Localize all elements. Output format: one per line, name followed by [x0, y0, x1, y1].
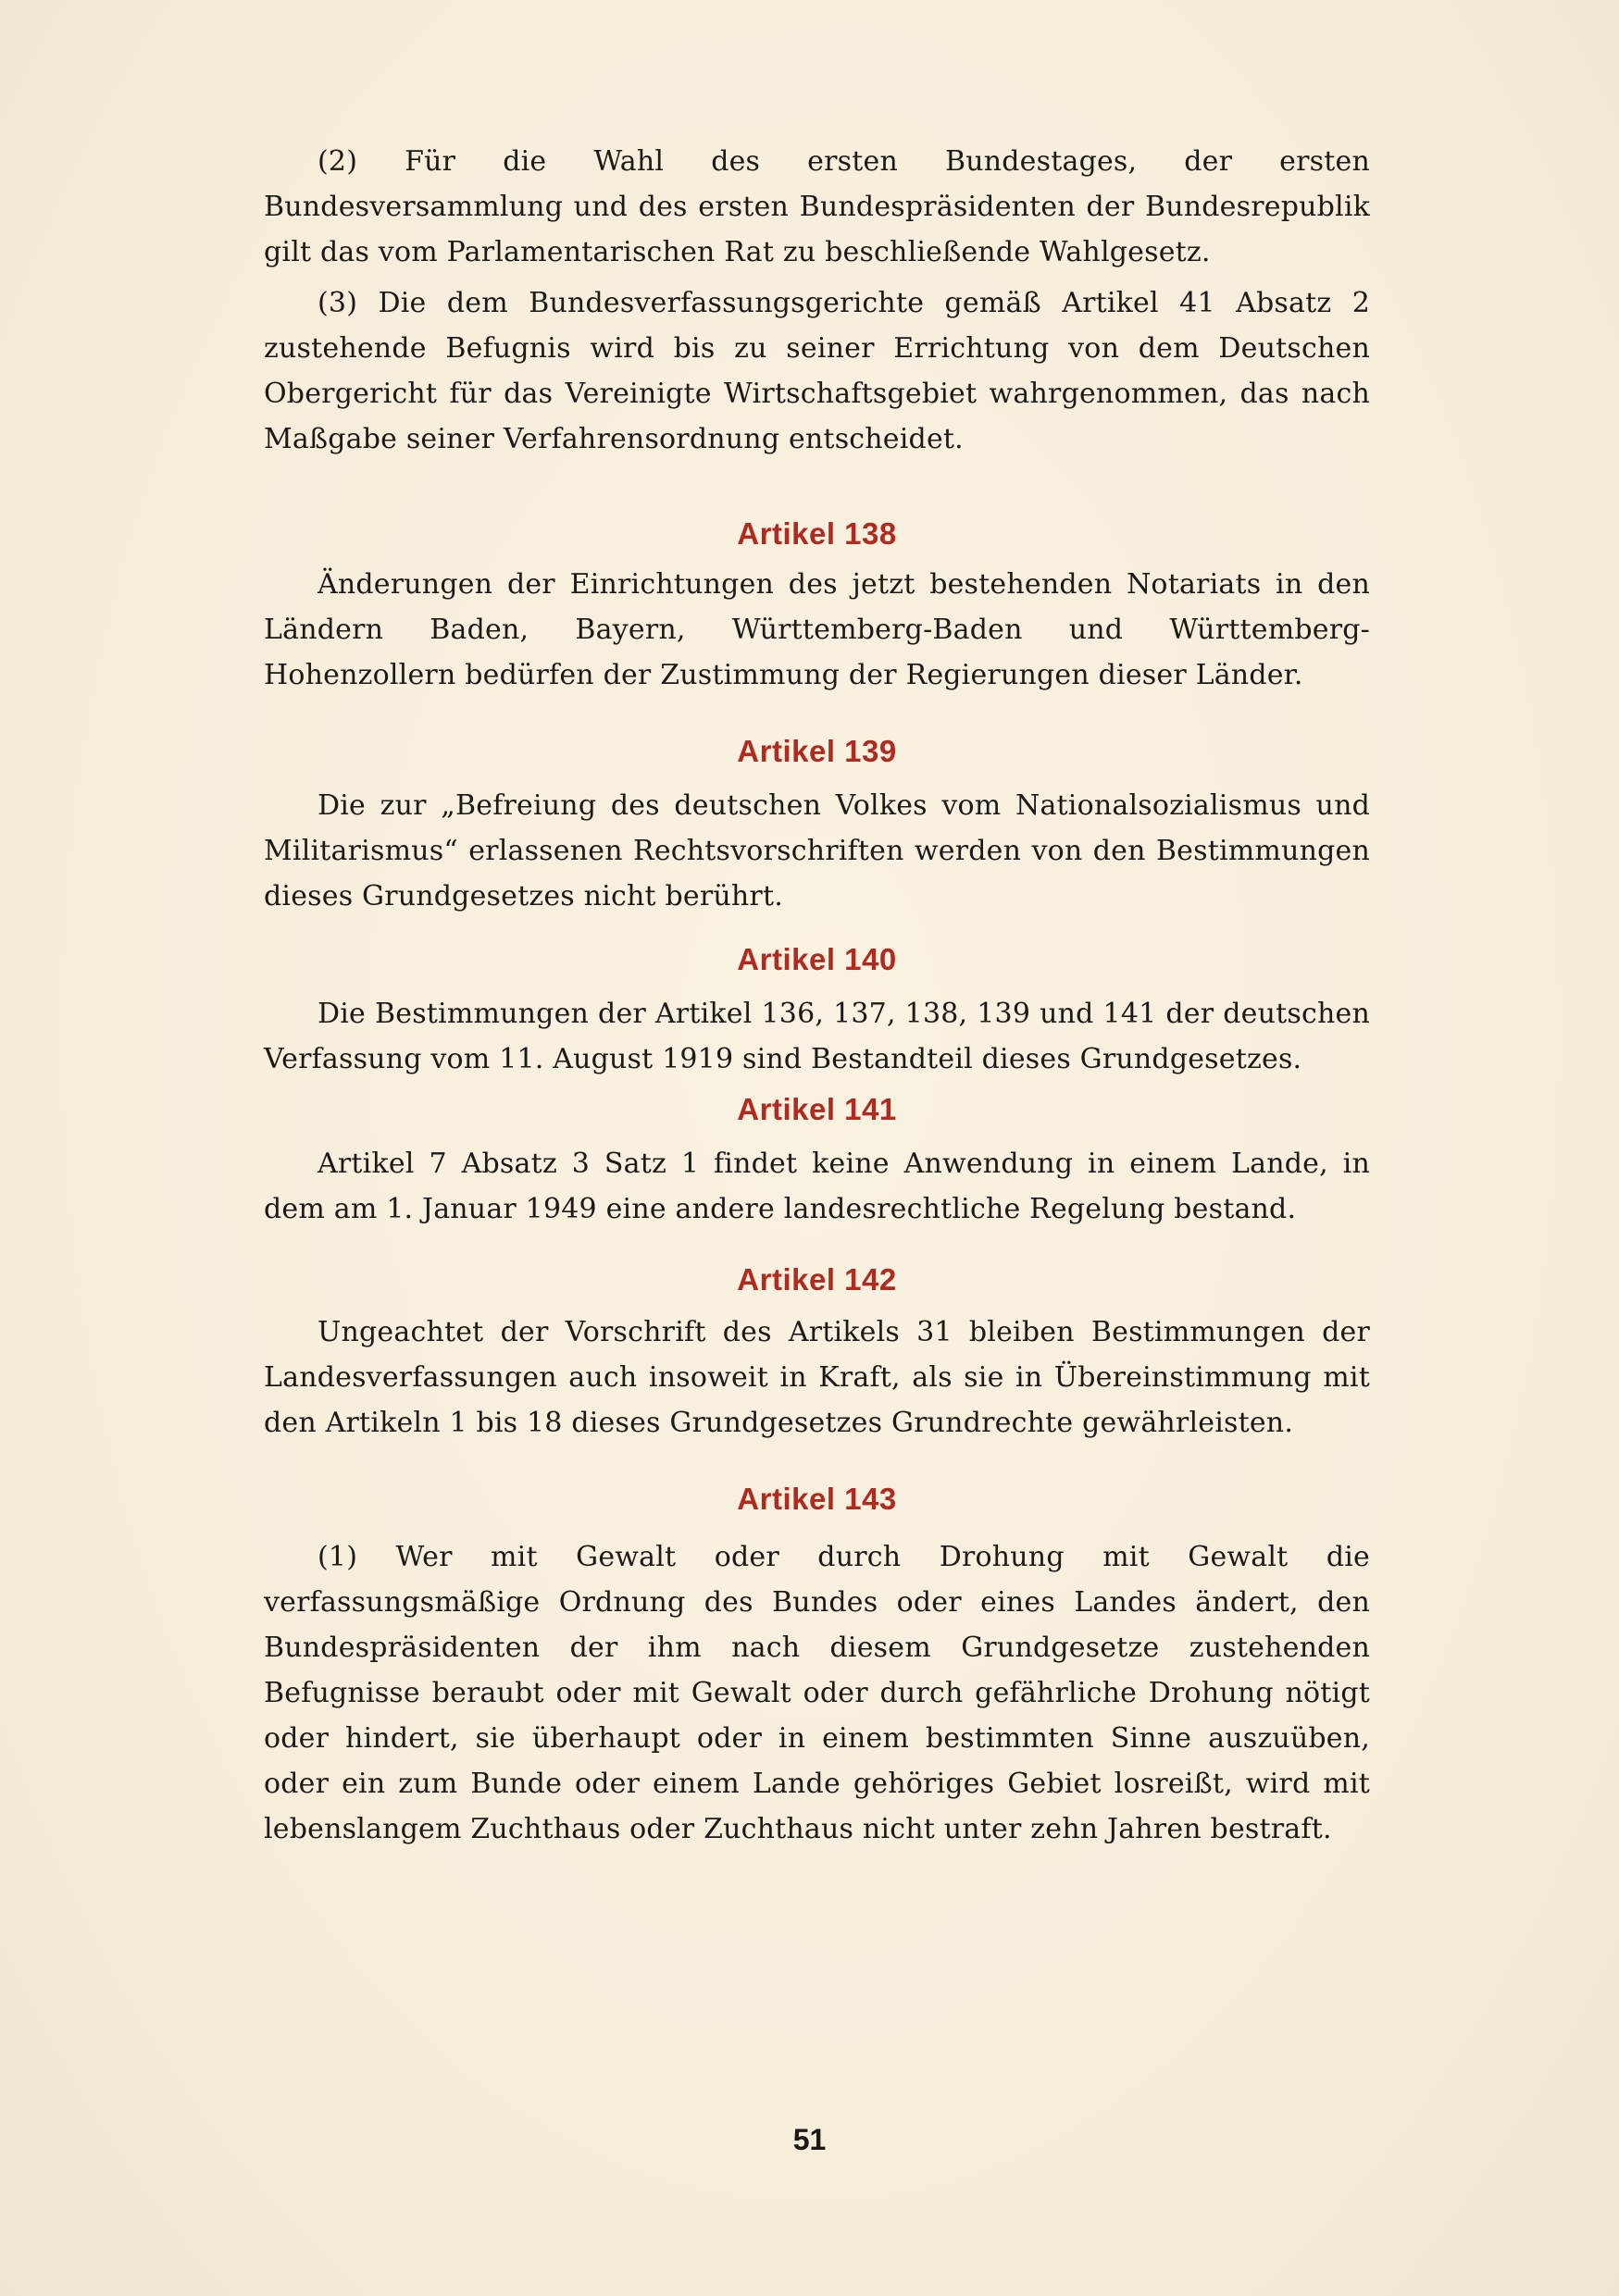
page-content [264, 139, 1370, 1852]
article-138-text: Änderungen der Einrichtungen des jetzt bestehenden Notariats in den Ländern Baden, Bayern, Württemberg-Baden und Württemberg-Hohenzollern bedürfen der Zustimmung der Regierungen dieser Länder. [264, 568, 1370, 691]
article-139-text: Die zur „Befreiung des deutschen Volkes vom Nationalsozialismus und Militarismus“ erlassenen Rechtsvorschriften werden von den Bestimmungen dieses Grundgesetzes nicht berührt. [264, 789, 1370, 912]
article-142-text: Ungeachtet der Vorschrift des Artikels 31 bleiben Bestimmungen der Landesverfassungen auch insoweit in Kraft, als sie in Übereinstimmung mit den Artikeln 1 bis 18 dieses Grundgesetzes Grundrechte gewährleisten. [264, 1316, 1370, 1439]
paragraph-3: (3) Die dem Bundesverfassungsgerichte gemäß Artikel 41 Absatz 2 zustehende Befugnis wird bis zu seiner Errichtung von dem Deutschen Obergericht für das Vereinigte Wirtschaftsgebiet wahrgenommen, das nach Maßgabe seiner Verfahrensordnung entscheidet. [264, 287, 1370, 455]
page-number: 51 [792, 2123, 827, 2156]
article-141-text: Artikel 7 Absatz 3 Satz 1 findet keine Anwendung in einem Lande, in dem am 1. Januar 1949 eine andere landesrechtliche Regelung bestand. [264, 1148, 1370, 1225]
article-140-text: Die Bestimmungen der Artikel 136, 137, 138, 139 und 141 der deutschen Verfassung vom 11. August 1919 sind Bestandteil dieses Grundgesetzes. [264, 998, 1370, 1075]
article-143-text: (1) Wer mit Gewalt oder durch Drohung mit Gewalt die verfassungsmäßige Ordnung des Bundes oder eines Landes ändert, den Bundespräsidenten der ihm nach diesem Grundgesetze zustehenden Befugnisse beraubt oder mit Gewalt oder durch gefährliche Drohung nötigt oder hindert, sie überhaupt oder in einem bestimmten Sinne auszuüben, oder ein zum Bunde oder einem Lande gehöriges Gebiet losreißt, wird mit lebenslangem Zuchthaus oder Zuchthaus nicht unter zehn Jahren bestraft. [264, 1541, 1370, 1845]
article-142-heading: Artikel 142 [737, 1262, 897, 1297]
article-138-heading: Artikel 138 [737, 516, 897, 551]
article-139-heading: Artikel 139 [737, 734, 897, 768]
article-141-heading: Artikel 141 [737, 1092, 897, 1126]
paragraph-2: (2) Für die Wahl des ersten Bundestages, der ersten Bundesversammlung und des ersten Bundespräsidenten der Bundesrepublik gilt das vom Parlamentarischen Rat zu beschließende Wahlgesetz. [264, 145, 1370, 268]
article-143-heading: Artikel 143 [737, 1482, 897, 1516]
article-140-heading: Artikel 140 [737, 942, 897, 976]
